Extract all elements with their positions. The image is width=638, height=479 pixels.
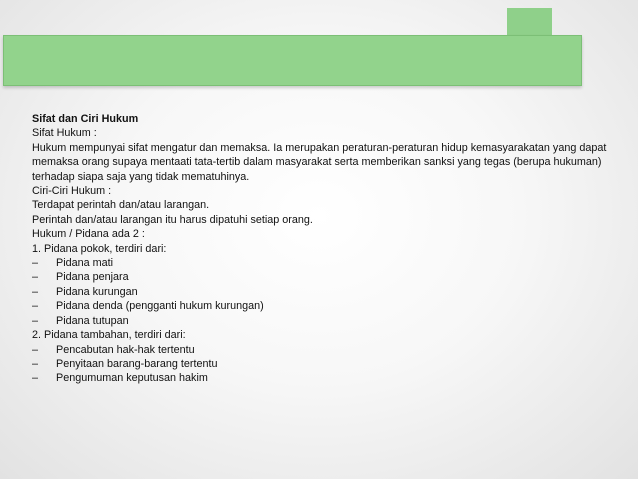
pokok-heading: 1. Pidana pokok, terdiri dari: [32, 242, 167, 255]
sifat-paragraph: Hukum mempunyai sifat mengatur dan memaksa. Ia merupakan peraturan-peraturan hidup kemasyarakatan yang dapat memaksa orang supaya mentaati tata-tertib dalam masyarakat serta memberikan sanksi yang tegas (berupa hukuman) terhadap siapa saja yang tidak mematuhinya. [32, 141, 607, 183]
list-item [32, 357, 612, 371]
dash-bullet: – [32, 257, 39, 270]
list-item-label: Pidana kurungan [56, 285, 138, 298]
list-item-label: Pengumuman keputusan hakim [56, 372, 208, 385]
dash-bullet: – [32, 314, 39, 327]
dash-bullet: – [32, 271, 39, 284]
list-item [32, 371, 612, 385]
dash-bullet: – [32, 300, 39, 313]
list-item [32, 270, 612, 284]
list-item-label: Pidana denda (pengganti hukum kurungan) [56, 300, 264, 313]
list-item [32, 343, 612, 357]
pidana-heading: Hukum / Pidana ada 2 : [32, 228, 145, 241]
dash-bullet: – [32, 357, 39, 370]
ciri-item: Terdapat perintah dan/atau larangan. [32, 199, 210, 212]
list-item-label: Pidana tutupan [56, 314, 129, 327]
dash-bullet: – [32, 285, 39, 298]
list-item [32, 299, 612, 313]
sifat-heading: Sifat Hukum : [32, 127, 97, 140]
tambahan-heading: 2. Pidana tambahan, terdiri dari: [32, 329, 186, 342]
slide-title: Sifat dan Ciri Hukum [32, 113, 139, 125]
dash-bullet: – [32, 343, 39, 356]
ciri-heading: Ciri-Ciri Hukum : [32, 185, 112, 198]
list-item [32, 285, 612, 299]
title-banner [3, 35, 582, 86]
list-item-label: Penyitaan barang-barang tertentu [56, 357, 218, 370]
list-item [32, 256, 612, 270]
ciri-item: Perintah dan/atau larangan itu harus dipatuhi setiap orang. [32, 213, 313, 226]
list-item-label: Pencabutan hak-hak tertentu [56, 343, 195, 356]
dash-bullet: – [32, 372, 39, 385]
list-item-label: Pidana penjara [56, 271, 129, 284]
list-item-label: Pidana mati [56, 257, 114, 270]
list-item [32, 314, 612, 328]
slide-body [32, 112, 612, 386]
